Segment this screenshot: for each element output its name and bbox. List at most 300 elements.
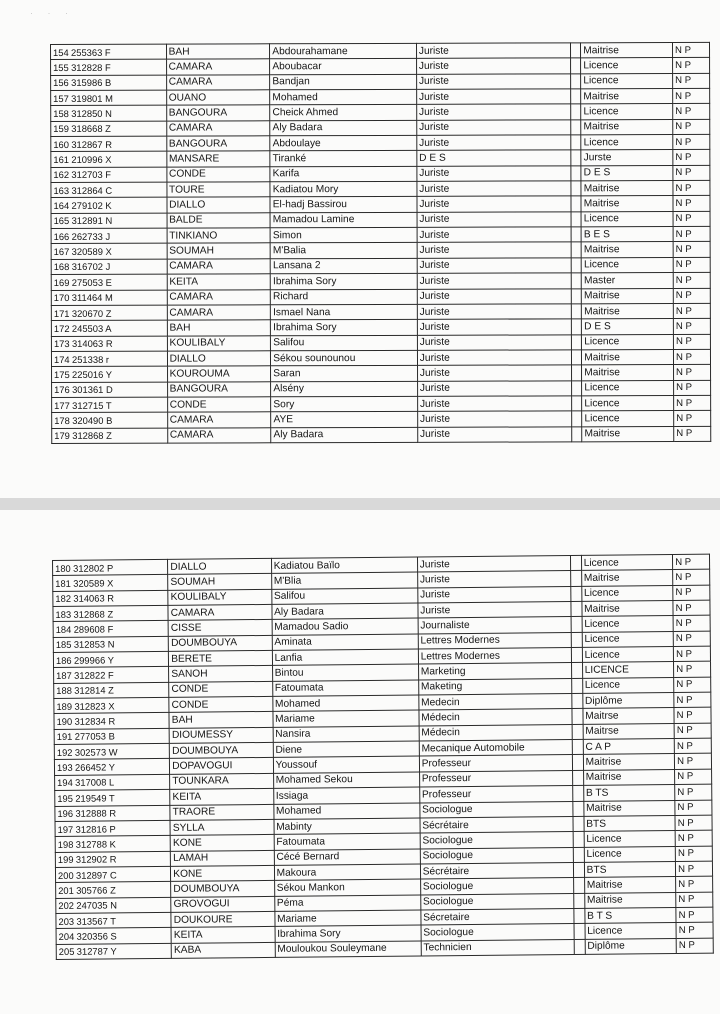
nom-cell: DOPAVOGUI <box>170 758 274 774</box>
prenom-cell: Aly Badara <box>272 603 418 620</box>
profil-cell: Technicien <box>421 939 574 956</box>
prenom-cell: Mohamed Sekou <box>273 772 419 789</box>
row-index: 166 <box>53 230 70 242</box>
observation-cell: N P <box>676 892 713 908</box>
matricule: 312850 N <box>71 107 112 119</box>
diplome-cell: Licence <box>582 395 674 411</box>
diplome-cell: Licence <box>581 104 673 120</box>
profil-cell: Lettres Modernes <box>418 648 571 665</box>
row-index: 183 <box>55 608 72 620</box>
row-index: 188 <box>56 685 72 697</box>
profil-cell: Journaliste <box>418 617 571 634</box>
prenom-cell: Salifou <box>271 335 418 351</box>
matricule: 312828 F <box>71 61 111 73</box>
prenom-cell: Aly Badara <box>271 427 418 443</box>
row-index: 167 <box>53 246 70 258</box>
observation-cell: N P <box>675 769 712 785</box>
matricule: 312897 C <box>75 868 117 881</box>
nom-cell: DOUMBOUYA <box>170 743 274 759</box>
observation-cell: N P <box>676 938 713 954</box>
observation-cell: N P <box>675 830 712 846</box>
matricule: 316702 J <box>71 261 111 273</box>
column-gap <box>571 632 582 647</box>
column-gap <box>571 319 582 334</box>
nom-cell: KEITA <box>170 789 274 805</box>
observation-cell: N P <box>676 907 713 923</box>
column-gap <box>573 832 584 847</box>
matricule: 312868 Z <box>73 608 114 620</box>
matricule: 312703 F <box>71 169 112 181</box>
column-gap <box>573 786 584 801</box>
nom-cell: BAH <box>167 320 271 336</box>
column-gap <box>573 847 584 862</box>
observation-cell: N P <box>673 119 710 134</box>
column-gap <box>571 196 582 211</box>
observation-cell: N P <box>674 662 711 678</box>
matricule: 312867 R <box>71 138 113 150</box>
profil-cell: D E S <box>417 150 571 166</box>
prenom-cell: Aly Badara <box>270 120 417 136</box>
diplome-cell: Maitrse <box>583 708 675 724</box>
diplome-cell: Licence <box>582 380 674 396</box>
row-index: 193 <box>56 761 73 774</box>
nom-cell: TOUNKARA <box>170 773 274 789</box>
column-gap <box>570 43 581 58</box>
diplome-cell: BTS <box>584 815 676 831</box>
column-gap <box>570 58 581 73</box>
prenom-cell: Mouloukou Souleymane <box>275 941 421 958</box>
matricule: 255363 F <box>71 46 111 58</box>
nom-cell: BANGOURA <box>166 136 270 152</box>
profil-cell: Juriste <box>417 396 571 412</box>
diplome-cell: Maitrise <box>584 877 676 893</box>
matricule: 210996 X <box>71 153 112 166</box>
row-index: 182 <box>55 593 72 605</box>
nom-cell: CAMARA <box>167 259 271 275</box>
diplome-cell: Licence <box>581 555 673 571</box>
diplome-cell: B E S <box>581 227 673 243</box>
row-index: 185 <box>55 639 72 651</box>
prenom-cell: Alsény <box>271 381 418 397</box>
matricule-cell <box>53 651 168 667</box>
matricule-cell <box>56 928 171 944</box>
matricule-cell <box>56 912 171 928</box>
profil-cell: Juriste <box>417 288 571 304</box>
column-gap <box>570 555 581 570</box>
profil-cell: Juriste <box>417 411 571 427</box>
matricule-cell <box>51 136 167 152</box>
column-gap <box>571 350 582 365</box>
profil-cell: Juriste <box>417 258 571 274</box>
column-gap <box>570 166 581 181</box>
column-gap <box>574 939 585 954</box>
profil-cell: Sociologue <box>420 847 573 864</box>
profil-cell: Juriste <box>416 89 570 105</box>
row-index: 181 <box>55 577 71 589</box>
diplome-cell: Master <box>581 273 673 289</box>
profil-cell: Juriste <box>416 74 570 90</box>
table-row <box>52 426 711 443</box>
matricule-cell <box>51 351 167 367</box>
profil-cell: Médecin <box>419 709 572 726</box>
column-gap <box>573 801 584 816</box>
matricule: 312787 Y <box>76 945 117 958</box>
row-index: 178 <box>54 414 70 426</box>
column-gap <box>570 135 581 150</box>
observation-cell: N P <box>674 395 711 410</box>
column-gap <box>571 380 582 395</box>
diplome-cell: Licence <box>581 257 673 273</box>
column-gap <box>570 104 581 119</box>
profil-cell: Sociologue <box>420 832 573 849</box>
matricule: 312816 P <box>75 822 116 835</box>
diplome-cell: Licence <box>582 677 674 693</box>
profil-cell: Juriste <box>417 196 571 212</box>
observation-cell: N P <box>674 380 711 395</box>
matricule: 319801 M <box>71 92 113 104</box>
matricule: 219549 T <box>75 792 115 804</box>
profil-cell: Juriste <box>416 58 570 74</box>
nom-cell: LAMAH <box>171 850 275 866</box>
profil-cell: Sociologue <box>420 801 573 818</box>
column-gap <box>571 663 582 678</box>
matricule-cell <box>51 320 167 336</box>
row-index: 179 <box>54 430 70 442</box>
row-index: 172 <box>53 322 70 334</box>
matricule-cell <box>53 575 168 591</box>
row-index: 190 <box>56 715 73 728</box>
column-gap <box>571 426 582 441</box>
profil-cell: Juriste <box>417 166 571 182</box>
matricule: 317008 L <box>75 776 115 789</box>
observation-cell: N P <box>673 58 710 73</box>
diplome-cell: Diplôme <box>585 938 677 954</box>
observation-cell: N P <box>674 677 711 693</box>
prenom-cell: M'Blia <box>271 572 417 589</box>
observation-cell: N P <box>673 211 710 226</box>
matricule-cell <box>51 290 167 306</box>
row-index: 159 <box>53 123 69 135</box>
matricule-cell <box>53 559 168 575</box>
observation-cell: N P <box>676 922 713 938</box>
diplome-cell: Licence <box>581 73 673 89</box>
nom-cell: BALDE <box>167 213 271 229</box>
diplome-cell: Licence <box>581 58 673 74</box>
prenom-cell: Fatoumata <box>274 833 420 850</box>
matricule-cell <box>56 882 171 898</box>
diplome-cell: LICENCE <box>582 662 674 678</box>
matricule: 313567 T <box>76 914 116 927</box>
matricule-cell <box>51 90 167 106</box>
matricule-cell <box>53 605 168 621</box>
diplome-cell: Licence <box>582 647 674 663</box>
matricule-cell <box>51 336 167 352</box>
nom-cell: KABA <box>171 942 275 958</box>
prenom-cell: Péma <box>274 895 420 912</box>
row-index: 175 <box>54 368 70 380</box>
nom-cell: KOUROUMA <box>167 366 271 382</box>
matricule-cell <box>51 167 167 183</box>
diplome-cell: Maitrise <box>582 426 674 442</box>
prenom-cell: Youssouf <box>273 756 419 773</box>
profil-cell: Sécrétaire <box>420 862 573 879</box>
matricule: 312802 P <box>73 562 114 574</box>
nom-cell: TOURE <box>167 182 271 198</box>
column-gap <box>571 304 582 319</box>
observation-cell: N P <box>675 800 712 816</box>
column-gap <box>571 601 582 616</box>
profil-cell: Juriste <box>417 319 571 335</box>
profil-cell: Mecanique Automobile <box>419 740 572 757</box>
prenom-cell: Mabinty <box>274 818 420 835</box>
nom-cell: CAMARA <box>167 305 271 321</box>
observation-cell: N P <box>673 181 710 196</box>
nom-cell: BAH <box>166 44 270 60</box>
row-index: 162 <box>53 169 70 181</box>
diplome-cell: Maitrise <box>582 365 674 381</box>
diplome-cell: Maitrise <box>583 800 675 816</box>
nom-cell: CAMARA <box>167 412 271 428</box>
matricule-cell <box>54 682 169 698</box>
column-gap <box>574 924 585 939</box>
diplome-cell: Jurste <box>581 150 673 166</box>
matricule: 251338 r <box>71 353 110 365</box>
diplome-cell: Maitrse <box>583 723 675 739</box>
column-gap <box>571 227 582 242</box>
matricule: 320670 Z <box>71 307 112 319</box>
matricule: 279102 K <box>71 199 112 212</box>
column-gap <box>574 908 585 923</box>
observation-cell: N P <box>673 257 710 272</box>
diplome-cell: Maitrise <box>581 196 673 212</box>
matricule-cell <box>51 244 167 260</box>
prenom-cell: Mamadou Lamine <box>270 212 417 228</box>
observation-cell: N P <box>676 876 713 892</box>
row-index: 168 <box>53 261 70 273</box>
nom-cell: TINKIANO <box>167 228 271 244</box>
matricule-cell <box>52 428 168 444</box>
matricule-cell <box>55 774 170 790</box>
prenom-cell: Mariame <box>273 710 419 727</box>
profil-cell: Maketing <box>418 678 571 695</box>
matricule: 312868 Z <box>72 430 112 442</box>
matricule: 312853 N <box>73 638 115 651</box>
observation-cell: N P <box>674 411 711 426</box>
row-index: 196 <box>57 807 74 820</box>
prenom-cell: Kadiatou Baïlo <box>271 557 417 574</box>
profil-cell: Sociologue <box>420 878 573 895</box>
matricule-cell <box>53 621 168 637</box>
observation-cell: N P <box>674 426 711 441</box>
row-index: 158 <box>53 107 69 120</box>
column-gap <box>570 89 581 104</box>
profil-cell: Juriste <box>417 181 571 197</box>
nom-cell: CONDE <box>166 167 270 183</box>
row-index: 198 <box>57 838 74 850</box>
prenom-cell: Ismael Nana <box>271 304 418 320</box>
diplome-cell: Licence <box>584 846 676 862</box>
profil-cell: Professeur <box>419 770 572 787</box>
diplome-cell: Licence <box>582 411 674 427</box>
observation-cell: N P <box>673 88 710 103</box>
prenom-cell: Mariame <box>274 910 420 927</box>
prenom-cell: Karifa <box>270 166 417 182</box>
nom-cell: CONDE <box>167 397 271 413</box>
matricule: 289608 F <box>73 623 114 635</box>
observation-cell: N P <box>675 846 712 862</box>
column-gap <box>574 878 585 893</box>
observation-cell: N P <box>674 692 711 708</box>
observation-cell: N P <box>674 738 711 754</box>
diplome-cell: Maitrise <box>582 349 674 365</box>
matricule-cell <box>51 152 167 168</box>
matricule-cell <box>54 713 169 729</box>
column-gap <box>571 288 582 303</box>
prenom-cell: Lansana 2 <box>270 258 417 274</box>
column-gap <box>571 617 582 632</box>
nom-cell: KONE <box>170 835 274 851</box>
profil-cell: Medecin <box>419 694 572 711</box>
matricule: 245503 A <box>71 322 112 334</box>
matricule: 312788 K <box>75 838 116 850</box>
profil-cell: Professeur <box>419 755 572 772</box>
prenom-cell: Aminata <box>272 634 418 651</box>
row-index: 200 <box>57 869 74 881</box>
nom-cell: CISSE <box>168 620 272 636</box>
diplome-cell: Maitrise <box>582 288 674 304</box>
nom-cell: DOUKOURE <box>171 911 275 927</box>
matricule-cell <box>55 820 170 836</box>
column-gap <box>570 74 581 89</box>
observation-cell: N P <box>675 815 712 831</box>
prenom-cell: Cécé Bernard <box>274 849 420 866</box>
row-index: 174 <box>53 353 70 365</box>
nom-cell: SYLLA <box>170 819 274 835</box>
row-index: 156 <box>53 77 69 89</box>
matricule: 312715 T <box>72 399 112 411</box>
nom-cell: DOUMBOUYA <box>168 635 272 651</box>
diplome-cell: Maitrise <box>581 119 673 135</box>
prenom-cell: Issiaga <box>273 787 419 804</box>
matricule-cell <box>51 228 167 244</box>
prenom-cell: Lanfia <box>272 649 418 666</box>
matricule-cell <box>51 106 167 122</box>
matricule: 314063 R <box>71 338 113 350</box>
row-index: 201 <box>58 884 74 896</box>
column-gap <box>573 862 584 877</box>
diplome-cell: Maitrise <box>581 242 673 258</box>
profil-cell: Juriste <box>417 104 571 120</box>
nom-cell: BANGOURA <box>166 105 270 121</box>
row-index: 195 <box>57 792 73 804</box>
matricule: 312822 F <box>74 669 114 681</box>
observation-cell: N P <box>673 616 710 632</box>
matricule: 225016 Y <box>72 368 113 380</box>
column-gap <box>571 396 582 411</box>
prenom-cell: Abdoulaye <box>270 135 417 151</box>
observation-cell: N P <box>673 273 710 288</box>
observation-cell: N P <box>673 303 710 318</box>
diplome-cell: Licence <box>582 334 674 350</box>
nom-cell: MANSARE <box>166 151 270 167</box>
diplome-cell: Licence <box>581 135 673 151</box>
observation-cell: N P <box>673 150 710 165</box>
matricule-cell <box>51 44 167 60</box>
nom-cell: OUANO <box>166 90 270 106</box>
column-gap <box>571 334 582 349</box>
observation-cell: N P <box>673 73 710 88</box>
diplome-cell: Licence <box>584 831 676 847</box>
prenom-cell: Bintou <box>272 664 418 681</box>
profil-cell: Juriste <box>417 212 571 228</box>
document-page-1 <box>0 0 720 498</box>
prenom-cell: Salifou <box>271 588 417 605</box>
diplome-cell: C A P <box>583 739 675 755</box>
profil-cell: Marketing <box>418 663 571 680</box>
observation-cell: N P <box>673 104 710 119</box>
matricule-cell <box>52 397 168 413</box>
row-index: 204 <box>58 930 75 942</box>
profil-cell: Juriste <box>417 273 571 289</box>
matricule-cell <box>54 728 169 744</box>
nom-cell: CAMARA <box>168 604 272 620</box>
matricule-cell <box>51 259 167 275</box>
column-gap <box>572 740 583 755</box>
matricule-cell <box>52 382 168 398</box>
column-gap <box>572 678 583 693</box>
row-index: 199 <box>57 854 74 866</box>
nom-cell: KEITA <box>167 274 271 290</box>
observation-cell: N P <box>673 570 710 586</box>
observation-cell: N P <box>672 42 709 57</box>
observation-cell: N P <box>673 242 710 257</box>
prenom-cell: Sékou sounounou <box>271 350 418 366</box>
row-index: 189 <box>56 700 73 712</box>
column-gap <box>570 120 581 135</box>
prenom-cell: Mohamed <box>272 695 418 712</box>
observation-cell: N P <box>675 784 712 800</box>
prenom-cell: Diene <box>273 741 419 758</box>
prenom-cell: Mohamed <box>270 89 417 105</box>
matricule-cell <box>55 790 170 806</box>
row-index: 164 <box>53 200 70 212</box>
observation-cell: N P <box>673 227 710 242</box>
diplome-cell: B T S <box>585 907 677 923</box>
nom-cell: DIALLO <box>167 197 271 213</box>
row-index: 177 <box>54 399 70 411</box>
matricule: 315986 B <box>71 77 112 89</box>
profil-cell: Juriste <box>417 304 571 320</box>
matricule: 301361 D <box>72 384 113 396</box>
profil-cell: Juriste <box>417 380 571 396</box>
nom-cell: DIOUMESSY <box>169 727 273 743</box>
observation-cell: N P <box>673 288 710 303</box>
matricule: 312902 R <box>75 853 117 865</box>
profil-cell: Juriste <box>418 586 571 603</box>
profil-cell: Sociologue <box>421 924 574 941</box>
prenom-cell: Nansira <box>273 726 419 743</box>
nom-cell: GROVOGUI <box>171 896 275 912</box>
matricule-cell <box>51 75 167 91</box>
observation-cell: N P <box>673 646 710 662</box>
observation-cell: N P <box>673 349 710 364</box>
column-gap <box>571 273 582 288</box>
column-gap <box>572 724 583 739</box>
row-index: 163 <box>53 184 70 196</box>
prenom-cell: Bandjan <box>270 74 417 90</box>
matricule: 312888 R <box>75 807 117 819</box>
matricule-cell <box>56 943 171 959</box>
